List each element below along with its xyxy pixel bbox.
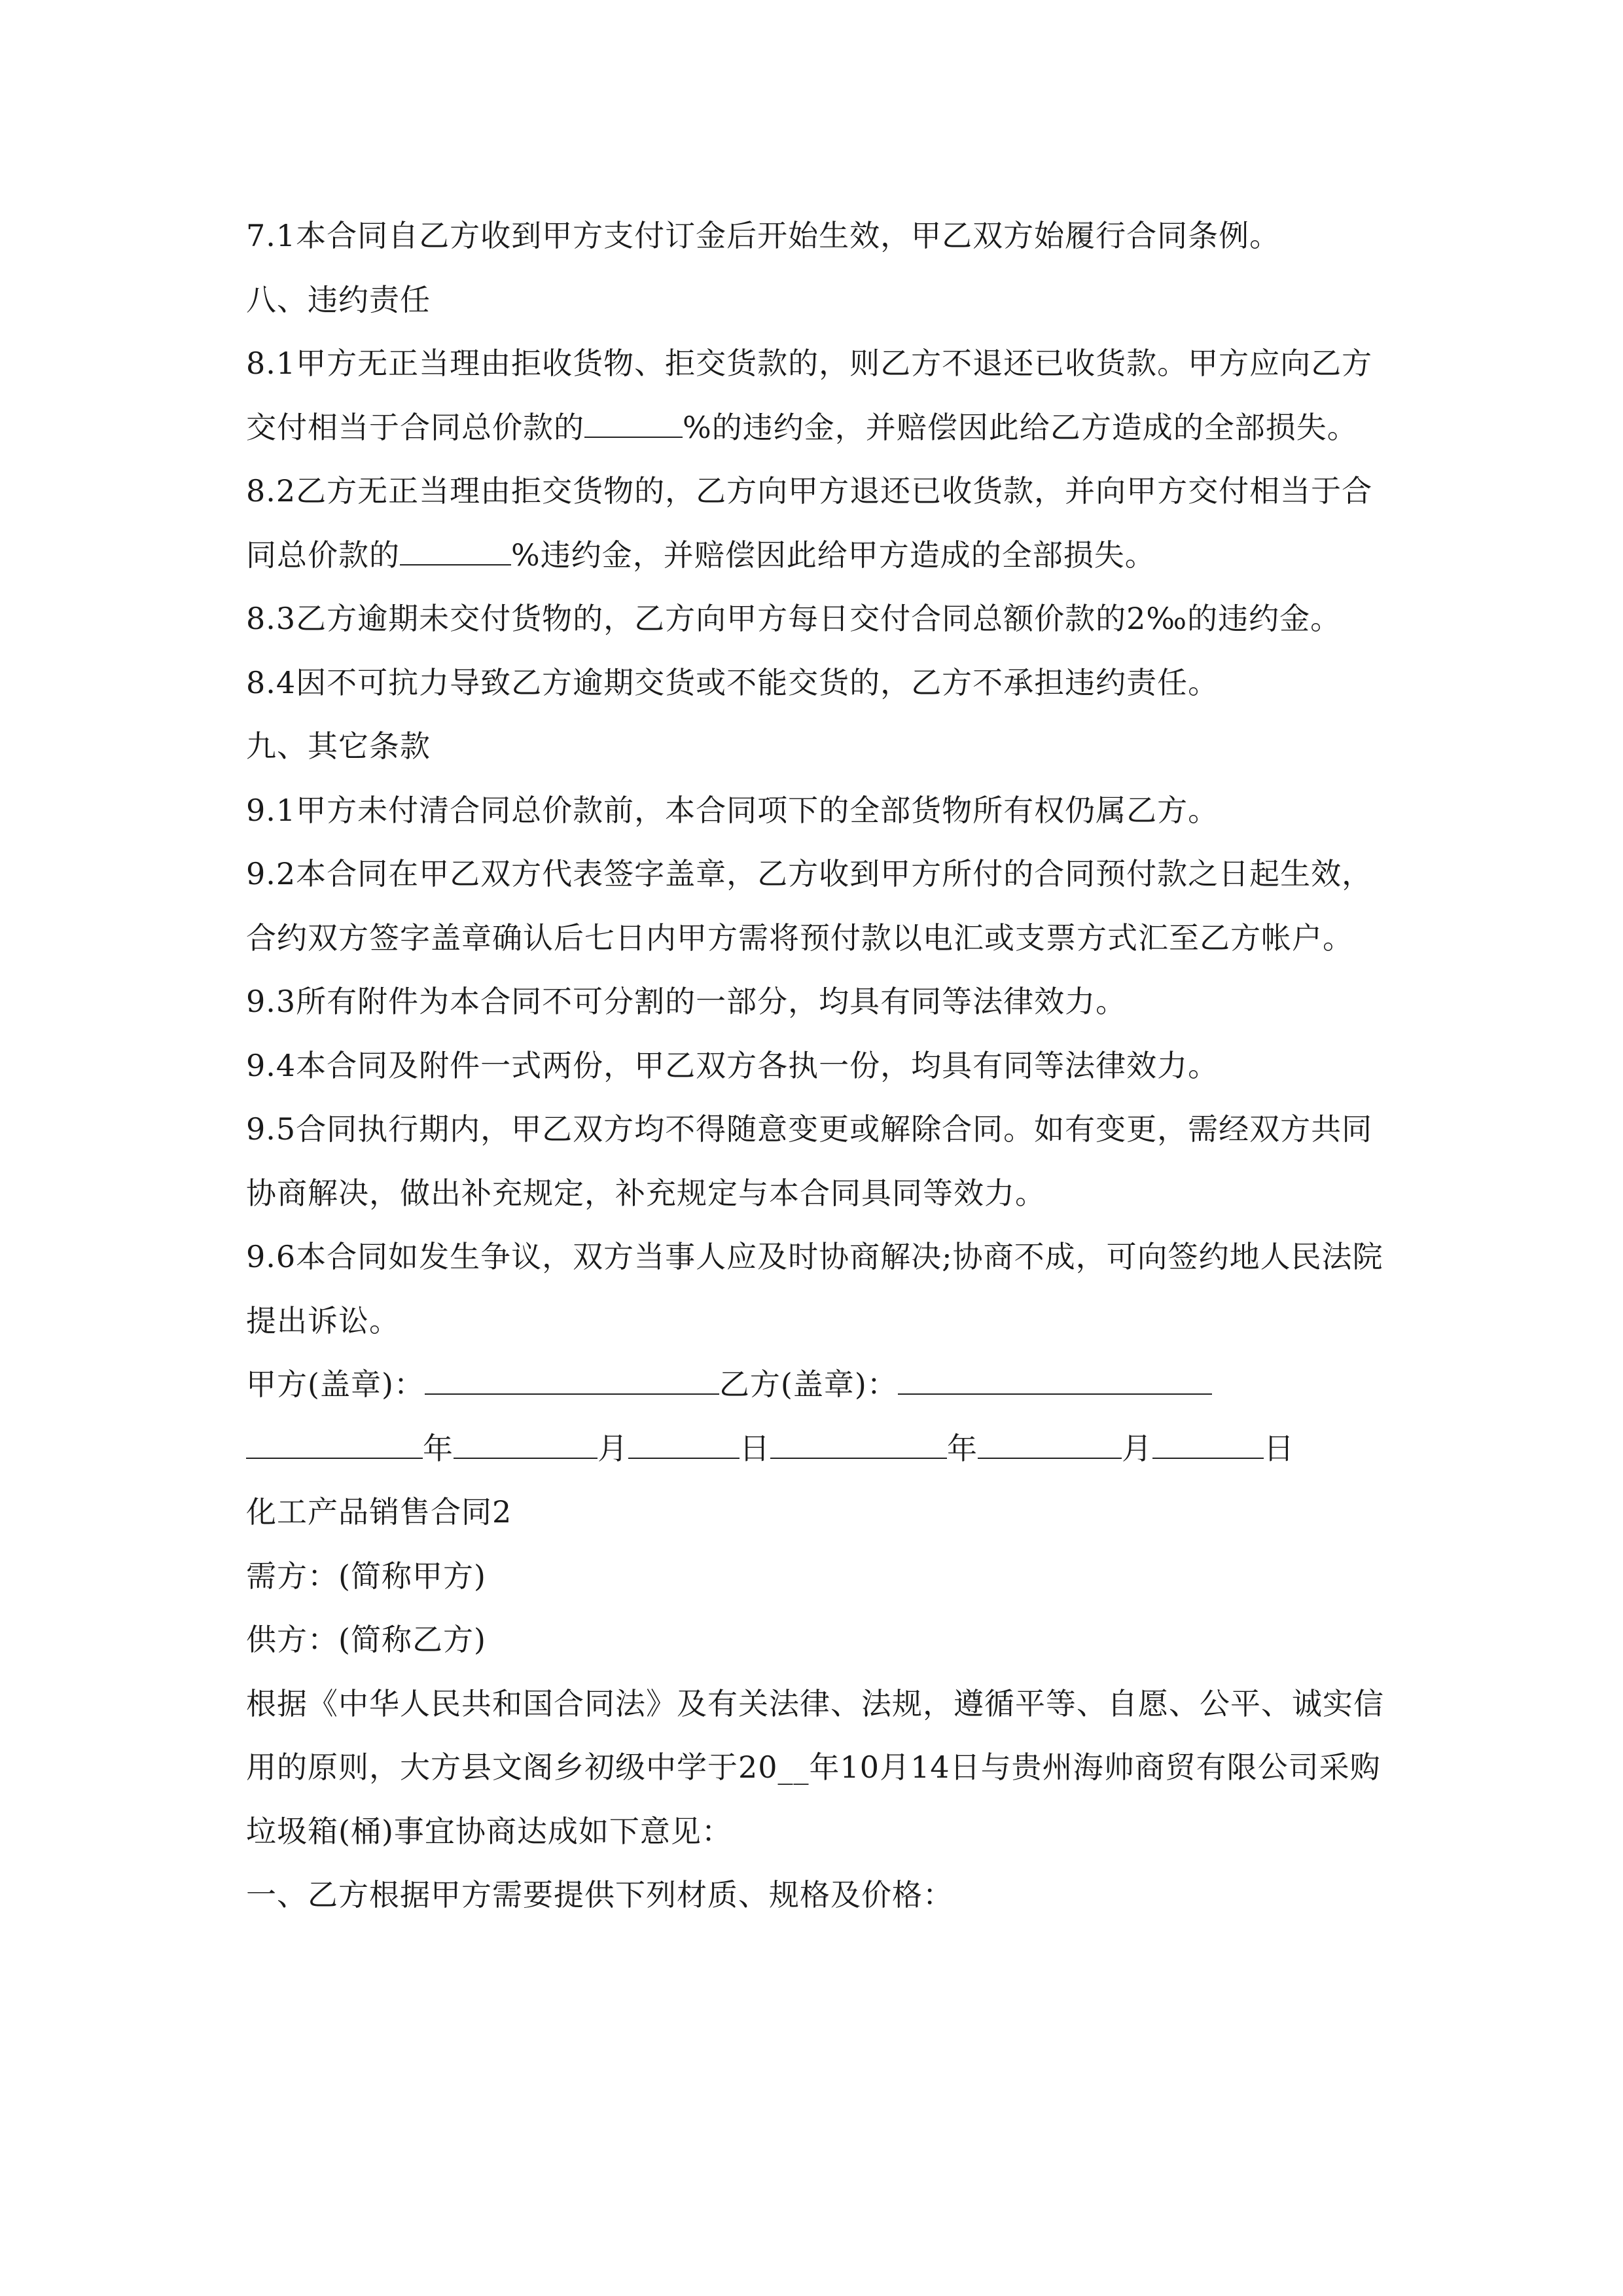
clause-8-3: 8.3乙方逾期未交付货物的，乙方向甲方每日交付合同总额价款的2‰的违约金。 [246,601,1342,636]
party-b-year-label: 年 [947,1430,978,1466]
party-a-seal-label: 甲方(盖章)： [246,1367,425,1402]
party-b-month-label: 月 [1122,1430,1152,1466]
clause-9-3: 9.3所有附件为本合同不可分割的一部分，均具有同等法律效力。 [246,984,1127,1019]
party-a-day-blank [628,1429,740,1459]
heading-breach-liability: 八、违约责任 [246,281,431,317]
penalty-rate-blank-1 [584,408,683,438]
clause-9-2: 9.2本合同在甲乙双方代表签字盖章，乙方收到甲方所付的合同预付款之日起生效，合约双方签字盖章确认后七日内甲方需将预付款以电汇或支票方式汇至乙方帐户。 [246,856,1373,956]
clause-9-5: 9.5合同执行期内，甲乙双方均不得随意变更或解除合同。如有变更，需经双方共同协商解决，做出补充规定，补充规定与本合同具同等效力。 [246,1111,1373,1211]
party-b-day-blank [1152,1429,1264,1459]
party-a-seal-blank [425,1365,719,1395]
party-b-day-label: 日 [1264,1430,1294,1466]
clause-8-2 [246,459,1398,587]
heading-other-terms: 九、其它条款 [246,728,431,764]
clause-9-1: 9.1甲方未付清合同总价款前，本合同项下的全部货物所有权仍属乙方。 [246,792,1219,828]
clause-8-1-text-a: 8.1甲方无正当理由拒收货物、拒交货款的，则乙方不退还已收货款。甲方应向乙方交付相当于合同总价款的 [246,346,1373,445]
penalty-rate-blank-2 [400,535,511,565]
party-a-day-label: 日 [740,1430,770,1466]
clause-9-6: 9.6本合同如发生争议，双方当事人应及时协商解决;协商不成，可向签约地人民法院提出诉讼。 [246,1239,1383,1338]
clause-8-1-text-b: %的违约金，并赔偿因此给乙方造成的全部损失。 [683,409,1358,445]
party-a-year-blank [246,1429,423,1459]
contract-preamble: 根据《中华人民共和国合同法》及有关法律、法规，遵循平等、自愿、公平、诚实信用的原则，大方县文阁乡初级中学于20__年10月14日与贵州海帅商贸有限公司采购垃圾箱(桶)事宜协商达成如下意见： [246,1685,1384,1849]
document-body [246,204,1398,1928]
second-contract-title: 化工产品销售合同2 [246,1494,512,1530]
party-a-month-blank [454,1429,597,1459]
party-b-seal-label: 乙方(盖章)： [719,1367,898,1402]
party-b-seal-blank [898,1365,1212,1395]
party-b-year-blank [770,1429,947,1459]
signature-date-row [246,1417,1398,1481]
buyer-line: 需方：(简称甲方) [246,1558,486,1594]
clause-8-1 [246,332,1398,459]
clause-9-4: 9.4本合同及附件一式两份，甲乙双方各执一份，均具有同等法律效力。 [246,1047,1219,1083]
party-a-month-label: 月 [597,1430,628,1466]
clause-1-materials: 一、乙方根据甲方需要提供下列材质、规格及价格： [246,1877,954,1912]
party-b-month-blank [978,1429,1122,1459]
clause-7-1: 7.1本合同自乙方收到甲方支付订金后开始生效，甲乙双方始履行合同条例。 [246,218,1281,253]
supplier-line: 供方：(简称乙方) [246,1622,486,1657]
clause-8-4: 8.4因不可抗力导致乙方逾期交货或不能交货的，乙方不承担违约责任。 [246,664,1219,700]
clause-8-2-text-b: %违约金，并赔偿因此给甲方造成的全部损失。 [511,537,1156,573]
party-a-year-label: 年 [423,1430,454,1466]
clause-8-2-text-a: 8.2乙方无正当理由拒交货物的，乙方向甲方退还已收货款，并向甲方交付相当于合同总价款的 [246,473,1373,573]
signature-seal-row [246,1353,1398,1417]
